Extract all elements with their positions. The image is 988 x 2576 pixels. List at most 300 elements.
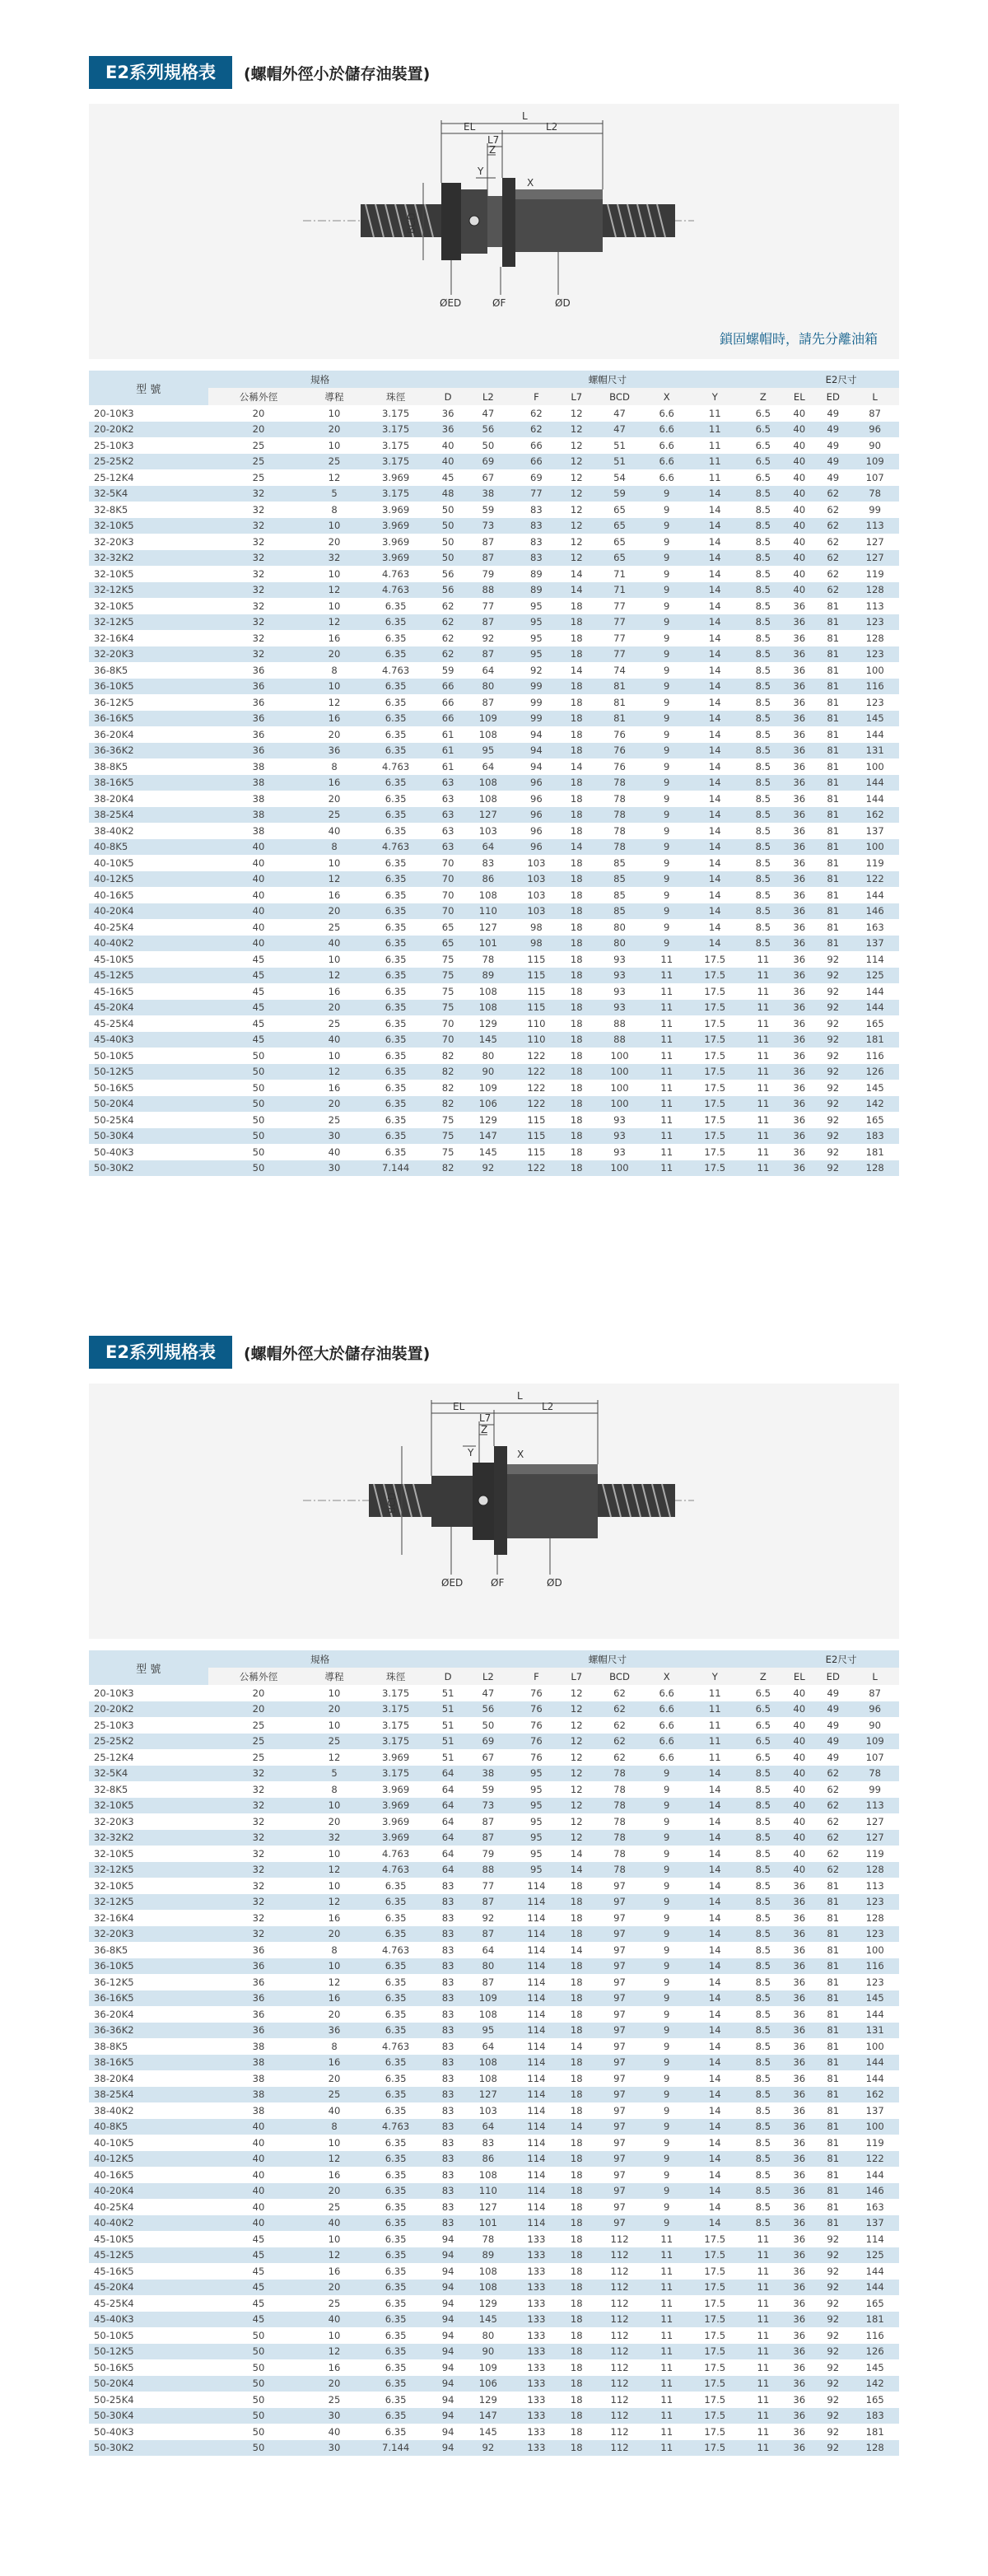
table-cell: 110 xyxy=(464,2183,513,2200)
header-cols xyxy=(89,1668,899,1685)
table-cell: 128 xyxy=(851,1862,899,1878)
table-cell: 108 xyxy=(464,791,513,807)
table-cell: 6.35 xyxy=(360,2167,432,2183)
table-cell: 133 xyxy=(512,2312,561,2328)
table-cell: 11 xyxy=(646,951,687,968)
table-cell: 16 xyxy=(309,630,359,646)
spec-table-small xyxy=(89,371,899,1176)
table-cell: 6.35 xyxy=(360,2215,432,2232)
table-cell: 114 xyxy=(512,2102,561,2119)
table-cell: 97 xyxy=(593,2199,647,2215)
table-cell: 18 xyxy=(561,2295,593,2312)
table-cell: 12 xyxy=(309,614,359,631)
table-cell: 81 xyxy=(593,679,647,695)
table-cell: 144 xyxy=(851,2167,899,2183)
table-cell: 25 xyxy=(309,2295,359,2312)
table-cell: 81 xyxy=(815,662,851,679)
table-cell: 10 xyxy=(309,951,359,968)
table-cell: 97 xyxy=(593,2151,647,2168)
table-cell: 90 xyxy=(464,2344,513,2360)
table-cell: 62 xyxy=(815,502,851,518)
header-model: 型 號 xyxy=(89,371,208,405)
table-cell: 14 xyxy=(687,2199,743,2215)
table-cell: 115 xyxy=(512,983,561,1000)
table-cell: 18 xyxy=(561,1080,593,1096)
table-cell: 17.5 xyxy=(687,2440,743,2457)
table-cell: 17.5 xyxy=(687,1112,743,1128)
table-cell: 62 xyxy=(593,1749,647,1766)
table-row xyxy=(89,775,899,791)
table-cell: 133 xyxy=(512,2327,561,2344)
table-cell: 12 xyxy=(309,968,359,984)
table-cell: 81 xyxy=(815,2023,851,2039)
table-row xyxy=(89,469,899,486)
table-cell: 112 xyxy=(593,2408,647,2424)
table-row xyxy=(89,630,899,646)
table-cell: 32 xyxy=(208,566,310,582)
table-cell: 8.5 xyxy=(743,1878,783,1894)
table-cell: 17.5 xyxy=(687,1080,743,1096)
table-cell: 77 xyxy=(464,1878,513,1894)
table-cell: 14 xyxy=(687,807,743,824)
table-cell: 3.969 xyxy=(360,1749,432,1766)
table-cell: 36 xyxy=(783,1015,815,1032)
table-cell: 6.6 xyxy=(646,469,687,486)
table-cell: 51 xyxy=(432,1734,464,1750)
table-cell: 9 xyxy=(646,743,687,759)
table-cell: 78 xyxy=(593,839,647,856)
table-cell: 4.763 xyxy=(360,582,432,599)
table-cell: 36 xyxy=(783,2327,815,2344)
table-cell: 40 xyxy=(783,1717,815,1734)
table-cell: 30 xyxy=(309,1128,359,1145)
table-cell: 119 xyxy=(851,566,899,582)
table-cell: 99 xyxy=(512,694,561,711)
table-cell: 6.35 xyxy=(360,1144,432,1160)
table-cell: 10 xyxy=(309,566,359,582)
header-spec: 規格 xyxy=(208,371,432,388)
table-cell: 36 xyxy=(208,679,310,695)
table-cell: 12 xyxy=(561,486,593,502)
table-cell: 8.5 xyxy=(743,743,783,759)
table-cell: 114 xyxy=(512,2055,561,2071)
table-cell: 40 xyxy=(783,405,815,422)
table-cell: 14 xyxy=(687,936,743,952)
table-row xyxy=(89,1717,899,1734)
header-col: 公稱外徑 xyxy=(208,388,310,405)
table-cell: 18 xyxy=(561,903,593,920)
spec-section-1 xyxy=(89,56,899,1176)
table-cell: 4.763 xyxy=(360,2038,432,2055)
table-cell: 14 xyxy=(687,679,743,695)
table-cell: 100 xyxy=(851,839,899,856)
model-cell: 38-20K4 xyxy=(89,791,208,807)
table-cell: 92 xyxy=(815,1112,851,1128)
table-cell: 119 xyxy=(851,855,899,871)
table-cell: 96 xyxy=(851,1701,899,1718)
table-cell: 93 xyxy=(593,951,647,968)
table-cell: 87 xyxy=(464,534,513,550)
table-cell: 81 xyxy=(815,1910,851,1926)
table-cell: 11 xyxy=(743,1112,783,1128)
model-cell: 32-8K5 xyxy=(89,1781,208,1798)
table-cell: 75 xyxy=(432,1128,464,1145)
table-row xyxy=(89,1830,899,1846)
table-row xyxy=(89,791,899,807)
table-cell: 92 xyxy=(815,1048,851,1064)
table-cell: 109 xyxy=(851,1734,899,1750)
table-cell: 14 xyxy=(687,1813,743,1830)
table-cell: 17.5 xyxy=(687,983,743,1000)
table-cell: 108 xyxy=(464,2055,513,2071)
table-cell: 145 xyxy=(464,2424,513,2440)
table-cell: 107 xyxy=(851,469,899,486)
table-cell: 8.5 xyxy=(743,1862,783,1878)
header-col: EL xyxy=(783,1668,815,1685)
table-cell: 115 xyxy=(512,1128,561,1145)
table-cell: 18 xyxy=(561,775,593,791)
table-cell: 78 xyxy=(593,1813,647,1830)
table-cell: 40 xyxy=(783,469,815,486)
table-cell: 50 xyxy=(208,2392,310,2408)
table-cell: 8.5 xyxy=(743,775,783,791)
table-cell: 40 xyxy=(783,534,815,550)
table-cell: 113 xyxy=(851,1878,899,1894)
table-cell: 73 xyxy=(464,518,513,534)
table-cell: 6.35 xyxy=(360,791,432,807)
table-cell: 14 xyxy=(561,566,593,582)
table-cell: 181 xyxy=(851,1032,899,1048)
diagram-note: 鎖固螺帽時，請先分離油箱 xyxy=(719,331,878,347)
table-cell: 12 xyxy=(309,2344,359,2360)
table-cell: 85 xyxy=(593,903,647,920)
table-cell: 10 xyxy=(309,437,359,454)
table-cell: 50 xyxy=(208,1144,310,1160)
table-cell: 114 xyxy=(512,1942,561,1958)
table-cell: 6.35 xyxy=(360,2023,432,2039)
table-cell: 17.5 xyxy=(687,2424,743,2440)
table-row xyxy=(89,1096,899,1113)
table-cell: 18 xyxy=(561,2183,593,2200)
table-cell: 75 xyxy=(432,951,464,968)
table-cell: 70 xyxy=(432,1015,464,1032)
table-cell: 101 xyxy=(464,936,513,952)
dim-Y: Y xyxy=(468,1447,474,1458)
table-cell: 12 xyxy=(561,1734,593,1750)
table-cell: 36 xyxy=(783,2199,815,2215)
table-cell: 112 xyxy=(593,2424,647,2440)
table-cell: 50 xyxy=(208,2408,310,2424)
table-cell: 36 xyxy=(783,1958,815,1975)
table-cell: 6.35 xyxy=(360,1128,432,1145)
table-cell: 6.35 xyxy=(360,951,432,968)
table-cell: 12 xyxy=(561,454,593,470)
table-cell: 32 xyxy=(208,598,310,614)
table-cell: 8.5 xyxy=(743,758,783,775)
table-cell: 81 xyxy=(815,855,851,871)
table-cell: 14 xyxy=(687,823,743,839)
header-col: L7 xyxy=(561,1668,593,1685)
header-col: L2 xyxy=(464,1668,513,1685)
table-cell: 88 xyxy=(464,1862,513,1878)
header-col: 導程 xyxy=(309,1668,359,1685)
table-cell: 12 xyxy=(561,405,593,422)
table-cell: 3.175 xyxy=(360,1701,432,1718)
table-cell: 88 xyxy=(593,1032,647,1048)
table-cell: 147 xyxy=(464,2408,513,2424)
table-cell: 93 xyxy=(593,968,647,984)
model-cell: 50-30K4 xyxy=(89,2408,208,2424)
table-cell: 36 xyxy=(783,2215,815,2232)
table-cell: 11 xyxy=(646,2440,687,2457)
table-cell: 81 xyxy=(815,2167,851,2183)
table-cell: 18 xyxy=(561,1878,593,1894)
table-cell: 88 xyxy=(593,1015,647,1032)
table-cell: 66 xyxy=(432,694,464,711)
table-cell: 10 xyxy=(309,1958,359,1975)
table-cell: 36 xyxy=(309,743,359,759)
dim-X: X xyxy=(527,177,534,189)
table-cell: 64 xyxy=(464,2038,513,2055)
table-cell: 8.5 xyxy=(743,855,783,871)
table-cell: 87 xyxy=(851,1685,899,1701)
table-cell: 10 xyxy=(309,1846,359,1862)
table-cell: 83 xyxy=(432,2055,464,2071)
table-cell: 9 xyxy=(646,807,687,824)
table-cell: 62 xyxy=(815,1846,851,1862)
table-cell: 9 xyxy=(646,2102,687,2119)
table-cell: 6.35 xyxy=(360,2135,432,2151)
table-cell: 18 xyxy=(561,743,593,759)
table-cell: 108 xyxy=(464,775,513,791)
table-cell: 38 xyxy=(208,2087,310,2103)
table-cell: 6.35 xyxy=(360,2280,432,2296)
table-cell: 51 xyxy=(593,437,647,454)
model-cell: 25-10K3 xyxy=(89,437,208,454)
table-cell: 123 xyxy=(851,1974,899,1990)
table-row xyxy=(89,405,899,422)
table-cell: 81 xyxy=(815,2038,851,2055)
table-cell: 81 xyxy=(815,711,851,727)
table-cell: 6.35 xyxy=(360,2392,432,2408)
table-cell: 145 xyxy=(464,2312,513,2328)
table-cell: 11 xyxy=(743,2408,783,2424)
model-cell: 36-20K4 xyxy=(89,726,208,743)
table-cell: 78 xyxy=(851,486,899,502)
table-cell: 50 xyxy=(208,2359,310,2376)
table-cell: 36 xyxy=(783,1160,815,1177)
table-cell: 3.175 xyxy=(360,486,432,502)
table-cell: 65 xyxy=(593,518,647,534)
table-cell: 144 xyxy=(851,2070,899,2087)
table-cell: 103 xyxy=(512,871,561,888)
table-cell: 11 xyxy=(687,422,743,438)
table-cell: 133 xyxy=(512,2392,561,2408)
table-cell: 112 xyxy=(593,2376,647,2392)
table-cell: 50 xyxy=(208,2440,310,2457)
table-cell: 94 xyxy=(432,2359,464,2376)
table-row xyxy=(89,1015,899,1032)
table-cell: 36 xyxy=(783,2392,815,2408)
table-cell: 18 xyxy=(561,2231,593,2247)
model-cell: 40-25K4 xyxy=(89,919,208,936)
table-cell: 8 xyxy=(309,662,359,679)
model-cell: 25-12K4 xyxy=(89,1749,208,1766)
table-cell: 81 xyxy=(815,807,851,824)
table-cell: 8.5 xyxy=(743,2167,783,2183)
table-cell: 127 xyxy=(464,919,513,936)
header-model: 型 號 xyxy=(89,1650,208,1685)
table-cell: 126 xyxy=(851,1064,899,1080)
table-cell: 17.5 xyxy=(687,2263,743,2280)
table-cell: 64 xyxy=(432,1798,464,1814)
table-cell: 61 xyxy=(432,743,464,759)
table-cell: 62 xyxy=(593,1701,647,1718)
table-cell: 40 xyxy=(783,1862,815,1878)
table-cell: 9 xyxy=(646,679,687,695)
table-row xyxy=(89,1766,899,1782)
header-col: 珠徑 xyxy=(360,388,432,405)
table-cell: 32 xyxy=(208,1846,310,1862)
table-cell: 122 xyxy=(512,1048,561,1064)
table-cell: 69 xyxy=(464,454,513,470)
table-cell: 106 xyxy=(464,2376,513,2392)
table-cell: 36 xyxy=(783,855,815,871)
table-cell: 133 xyxy=(512,2359,561,2376)
left-screw-icon xyxy=(369,1484,431,1517)
table-cell: 11 xyxy=(687,1685,743,1701)
table-cell: 64 xyxy=(432,1846,464,1862)
table-cell: 9 xyxy=(646,839,687,856)
table-cell: 36 xyxy=(783,726,815,743)
table-cell: 16 xyxy=(309,2359,359,2376)
table-cell: 45 xyxy=(208,1000,310,1016)
table-cell: 36 xyxy=(783,614,815,631)
table-cell: 81 xyxy=(815,758,851,775)
table-cell: 92 xyxy=(815,1096,851,1113)
table-cell: 64 xyxy=(432,1813,464,1830)
model-cell: 36-12K5 xyxy=(89,1974,208,1990)
table-cell: 36 xyxy=(309,2023,359,2039)
table-cell: 18 xyxy=(561,1000,593,1016)
table-cell: 40 xyxy=(432,437,464,454)
table-cell: 70 xyxy=(432,903,464,920)
table-cell: 11 xyxy=(687,1749,743,1766)
table-cell: 25 xyxy=(208,1749,310,1766)
table-cell: 14 xyxy=(687,726,743,743)
table-cell: 32 xyxy=(208,1830,310,1846)
table-cell: 3.969 xyxy=(360,518,432,534)
table-cell: 40 xyxy=(783,1830,815,1846)
table-cell: 8.5 xyxy=(743,2199,783,2215)
dim-EL: EL xyxy=(464,121,476,133)
table-cell: 144 xyxy=(851,2280,899,2296)
header-col: D xyxy=(432,388,464,405)
table-cell: 77 xyxy=(512,486,561,502)
table-cell: 127 xyxy=(851,534,899,550)
table-cell: 92 xyxy=(815,2344,851,2360)
table-cell: 3.175 xyxy=(360,1685,432,1701)
table-row xyxy=(89,486,899,502)
table-cell: 12 xyxy=(561,502,593,518)
table-cell: 18 xyxy=(561,598,593,614)
header-col: L7 xyxy=(561,388,593,405)
table-cell: 112 xyxy=(593,2359,647,2376)
spec-section-2 xyxy=(89,1336,899,2456)
table-cell: 18 xyxy=(561,1015,593,1032)
table-cell: 122 xyxy=(512,1096,561,1113)
table-cell: 32 xyxy=(208,1878,310,1894)
table-row xyxy=(89,855,899,871)
table-cell: 11 xyxy=(743,1064,783,1080)
table-cell: 9 xyxy=(646,823,687,839)
table-row xyxy=(89,2070,899,2087)
table-cell: 95 xyxy=(512,1846,561,1862)
model-cell: 50-12K5 xyxy=(89,2344,208,2360)
table-cell: 14 xyxy=(687,582,743,599)
table-cell: 18 xyxy=(561,2167,593,2183)
table-cell: 81 xyxy=(815,1974,851,1990)
table-cell: 109 xyxy=(464,2359,513,2376)
table-cell: 38 xyxy=(208,775,310,791)
table-cell: 50 xyxy=(208,1112,310,1128)
model-cell: 45-16K5 xyxy=(89,983,208,1000)
table-cell: 50 xyxy=(208,1128,310,1145)
header-col: ED xyxy=(815,388,851,405)
table-cell: 9 xyxy=(646,1894,687,1911)
table-cell: 17.5 xyxy=(687,2231,743,2247)
table-cell: 45 xyxy=(208,2295,310,2312)
table-cell: 112 xyxy=(593,2440,647,2457)
table-cell: 9 xyxy=(646,630,687,646)
model-cell: 45-40K3 xyxy=(89,2312,208,2328)
table-cell: 62 xyxy=(815,1862,851,1878)
table-cell: 9 xyxy=(646,566,687,582)
table-cell: 16 xyxy=(309,1910,359,1926)
table-cell: 95 xyxy=(512,598,561,614)
table-cell: 8.5 xyxy=(743,2055,783,2071)
table-cell: 36 xyxy=(783,758,815,775)
table-cell: 25 xyxy=(309,1112,359,1128)
table-cell: 77 xyxy=(593,630,647,646)
table-cell: 10 xyxy=(309,405,359,422)
table-cell: 108 xyxy=(464,1000,513,1016)
table-cell: 3.175 xyxy=(360,437,432,454)
table-cell: 71 xyxy=(593,582,647,599)
table-cell: 6.35 xyxy=(360,2102,432,2119)
table-cell: 113 xyxy=(851,1798,899,1814)
table-cell: 81 xyxy=(815,630,851,646)
table-cell: 81 xyxy=(815,871,851,888)
table-cell: 81 xyxy=(815,936,851,952)
table-cell: 12 xyxy=(309,582,359,599)
table-cell: 83 xyxy=(512,502,561,518)
table-cell: 36 xyxy=(783,807,815,824)
dim-L7: L7 xyxy=(487,134,500,146)
table-cell: 6.35 xyxy=(360,2312,432,2328)
table-cell: 110 xyxy=(512,1032,561,1048)
table-cell: 14 xyxy=(687,694,743,711)
table-cell: 11 xyxy=(646,1144,687,1160)
model-cell: 40-40K2 xyxy=(89,2215,208,2232)
table-cell: 18 xyxy=(561,1160,593,1177)
table-cell: 81 xyxy=(593,694,647,711)
table-cell: 82 xyxy=(432,1096,464,1113)
table-cell: 122 xyxy=(512,1064,561,1080)
table-cell: 78 xyxy=(593,1830,647,1846)
table-cell: 25 xyxy=(208,469,310,486)
table-cell: 6.35 xyxy=(360,630,432,646)
